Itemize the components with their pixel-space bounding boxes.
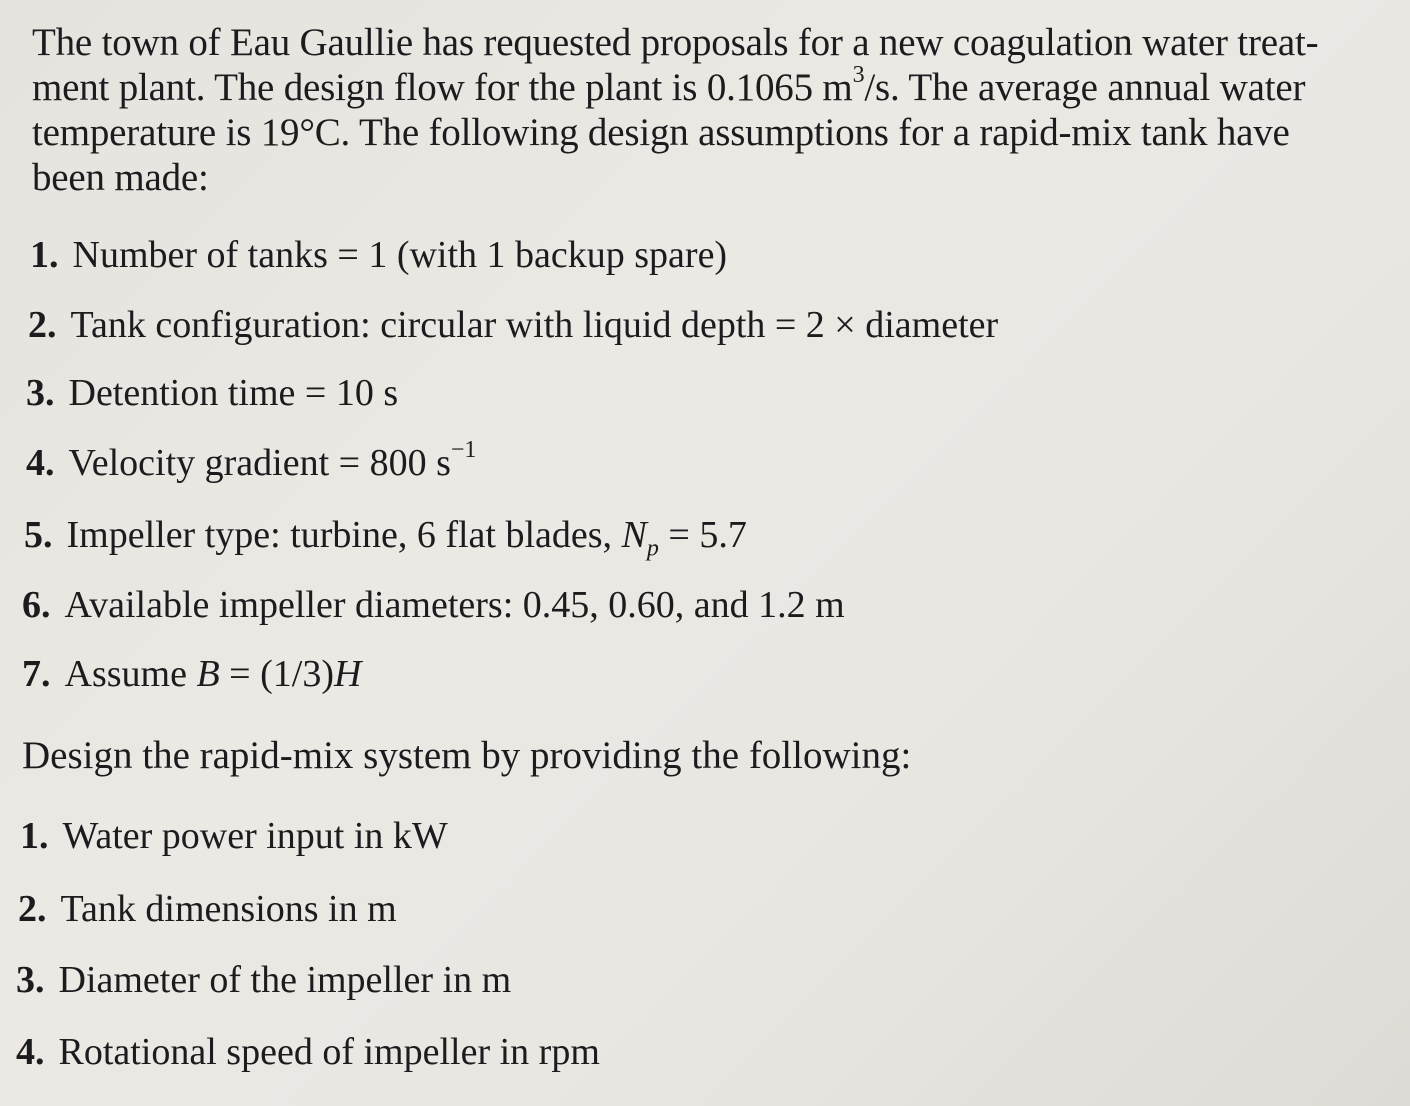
assumption-item-4: 4. Velocity gradient = 800 $s^{-1}$ <box>26 437 477 484</box>
intro-line-4: been made: <box>32 156 209 199</box>
deliverable-item-2: 2. Tank dimensions in m <box>18 888 397 930</box>
intro-line-3: temperature is 19°C. The following design assumptions for a rapid-mix tank have <box>32 111 1290 154</box>
intro-line-1: The town of Eau Gaullie has requested proposals for a new coagulation water treat- <box>32 21 1319 64</box>
assumption-item-5: 5. Impeller type: turbine, 6 flat blades, $N_p = 5.7$ <box>24 514 747 562</box>
problem-statement <box>32 20 1392 200</box>
deliverable-item-3: 3. Diameter of the impeller in m <box>16 959 512 1001</box>
deliverable-item-4: 4. Rotational speed of impeller in rpm <box>16 1031 600 1073</box>
assumption-item-2: 2. Tank configuration: circular with liquid depth = 2 × diameter <box>28 304 999 346</box>
assumption-item-7: 7. Assume B = (1/3)H <box>22 653 362 695</box>
assumption-item-6: 6. Available impeller diameters: 0.45, 0.60, and 1.2 m <box>22 584 845 626</box>
assumption-item-3: 3. Detention time = 10 s <box>26 372 399 414</box>
deliverable-item-1: 1. Water power input in kW <box>20 815 448 857</box>
design-heading: Design the rapid-mix system by providing the following: <box>22 734 912 777</box>
assumption-item-1: 1. Number of tanks = 1 (with 1 backup spare) <box>30 234 728 276</box>
intro-line-2: ment plant. The design flow for the plant is 0.1065 $m^3/s$. The average annual water <box>32 62 1306 109</box>
